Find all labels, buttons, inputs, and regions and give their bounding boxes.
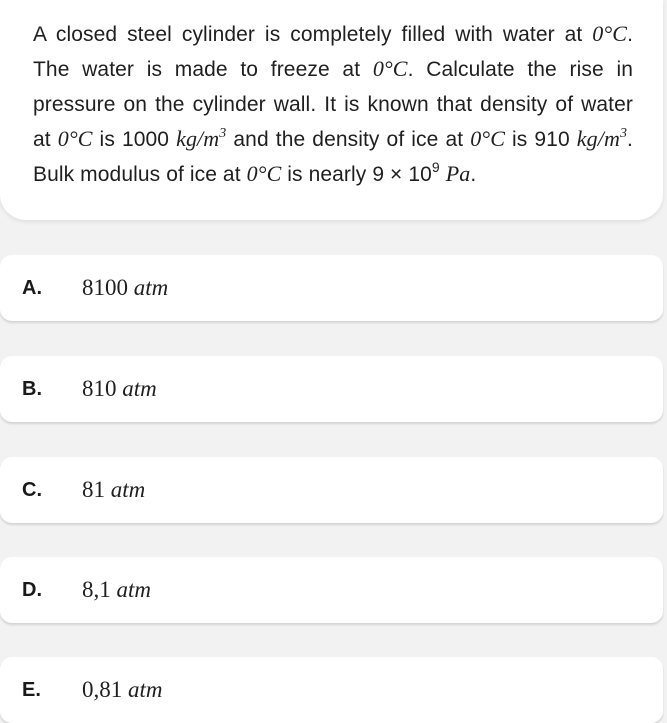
- question-text-segment: A closed steel cylinder is completely filled with water at: [33, 23, 593, 46]
- temperature-value: 0°C: [372, 56, 408, 82]
- density-unit-base: kg/m: [176, 125, 220, 151]
- question-text-segment: . Calculate the rise in pressure on the cylinder wall. It is known that density of water at: [33, 58, 633, 151]
- answer-option-e[interactable]: [0, 657, 663, 723]
- option-value: 81: [82, 477, 105, 502]
- option-unit: atm: [128, 677, 163, 702]
- pressure-unit: Pa: [445, 161, 471, 187]
- answer-option-c[interactable]: [0, 457, 663, 523]
- option-value: 810: [82, 376, 117, 401]
- option-value: 8,1: [82, 577, 111, 602]
- question-text: [33, 17, 633, 192]
- option-letter: B.: [22, 378, 42, 400]
- option-answer: [82, 356, 157, 422]
- temperature-value: 0°C: [246, 161, 282, 187]
- question-card: [0, 0, 663, 220]
- option-unit: atm: [110, 477, 146, 502]
- option-letter: E.: [22, 679, 41, 701]
- question-text-segment: .: [470, 163, 477, 187]
- option-letter: D.: [22, 579, 42, 601]
- option-unit: atm: [133, 275, 169, 300]
- answer-option-a[interactable]: [0, 255, 663, 321]
- temperature-value: 0°C: [470, 125, 505, 151]
- option-value: 0,81: [82, 677, 123, 702]
- option-unit: atm: [116, 577, 151, 602]
- option-letter: C.: [22, 479, 42, 501]
- density-unit-base: kg/m: [576, 125, 620, 151]
- density-unit-exponent: 3: [619, 125, 628, 141]
- option-unit: atm: [122, 376, 157, 401]
- question-text-segment: . The water is made to freeze at: [33, 23, 633, 82]
- question-text-segment: is 910: [504, 127, 577, 151]
- answer-option-d[interactable]: [0, 557, 663, 623]
- density-unit: [577, 126, 627, 151]
- answer-option-b[interactable]: [0, 356, 663, 422]
- option-answer: [82, 657, 163, 723]
- temperature-value: 0°C: [592, 21, 628, 46]
- question-text-segment: . Bulk modulus of ice at: [33, 127, 633, 187]
- question-text-segment: is 1000: [92, 127, 177, 151]
- temperature-value: 0°C: [57, 125, 93, 151]
- question-text-segment: and the density of ice at: [226, 127, 471, 151]
- option-answer: [82, 255, 168, 321]
- option-answer: [82, 457, 145, 523]
- option-letter: A.: [22, 277, 42, 299]
- power-exponent: 9: [431, 159, 440, 176]
- question-text-segment: is nearly 9 × 10: [281, 163, 432, 187]
- option-value: 8100: [82, 275, 128, 300]
- option-answer: [82, 557, 151, 623]
- density-unit: [176, 126, 226, 151]
- density-unit-exponent: 3: [219, 125, 227, 141]
